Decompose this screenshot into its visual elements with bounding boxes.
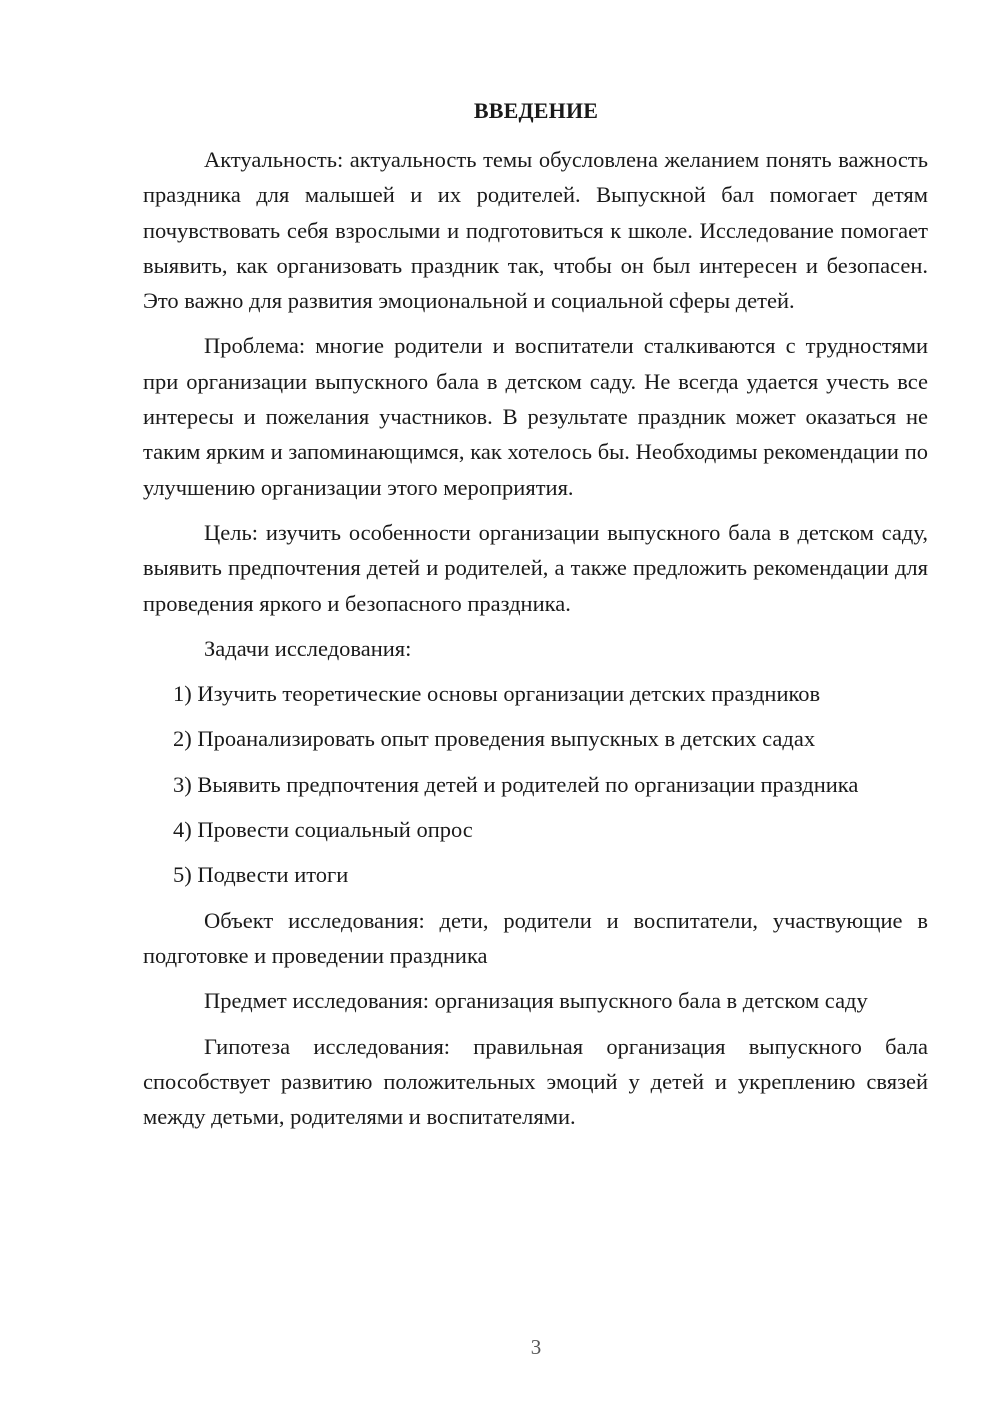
tasks-heading: Задачи исследования: (204, 635, 412, 661)
list-item-task-5: 5) Подвести итоги (173, 862, 349, 888)
paragraph-relevance: Актуальность: актуальность темы обусловлена желанием понять важность праздника для малышей и их родителей. Выпускной бал помогает детям почувствовать себя взрослыми и подготовиться к школе. Исследование помогает выявить, как организовать праздник так, чтобы он был интересен и безопасен. Это важно для развития эмоциональной и социальной сферы детей. (143, 147, 928, 314)
paragraph-subject: Предмет исследования: организация выпускного бала в детском саду (204, 988, 868, 1014)
paragraph-object: Объект исследования: дети, родители и воспитатели, участвующие в подготовке и проведении праздника (143, 907, 928, 968)
paragraph-problem: Проблема: многие родители и воспитатели сталкиваются с трудностями при организации выпускного бала в детском саду. Не всегда удается учесть все интересы и пожелания участников. В результате праздник может оказаться не таким ярким и запоминающимся, как хотелось бы. Необходимы рекомендации по улучшению организации этого мероприятия. (143, 333, 928, 500)
list-item-task-4: 4) Провести социальный опрос (173, 817, 473, 843)
page-number: 3 (530, 1335, 542, 1359)
list-item-task-1: 1) Изучить теоретические основы организации детских праздников (173, 681, 821, 707)
list-item-task-3: 3) Выявить предпочтения детей и родителей по организации праздника (173, 771, 859, 797)
document-body (143, 142, 928, 1134)
paragraph-goal: Цель: изучить особенности организации выпускного бала в детском саду, выявить предпочтения детей и родителей, а также предложить рекомендации для проведения яркого и безопасного праздника. (143, 519, 928, 616)
page-title: ВВЕДЕНИЕ (473, 98, 599, 123)
list-item-task-2: 2) Проанализировать опыт проведения выпускных в детских садах (173, 726, 816, 752)
paragraph-hypothesis: Гипотеза исследования: правильная организация выпускного бала способствует развитию положительных эмоций у детей и укреплению связей между детьми, родителями и воспитателями. (143, 1033, 928, 1130)
